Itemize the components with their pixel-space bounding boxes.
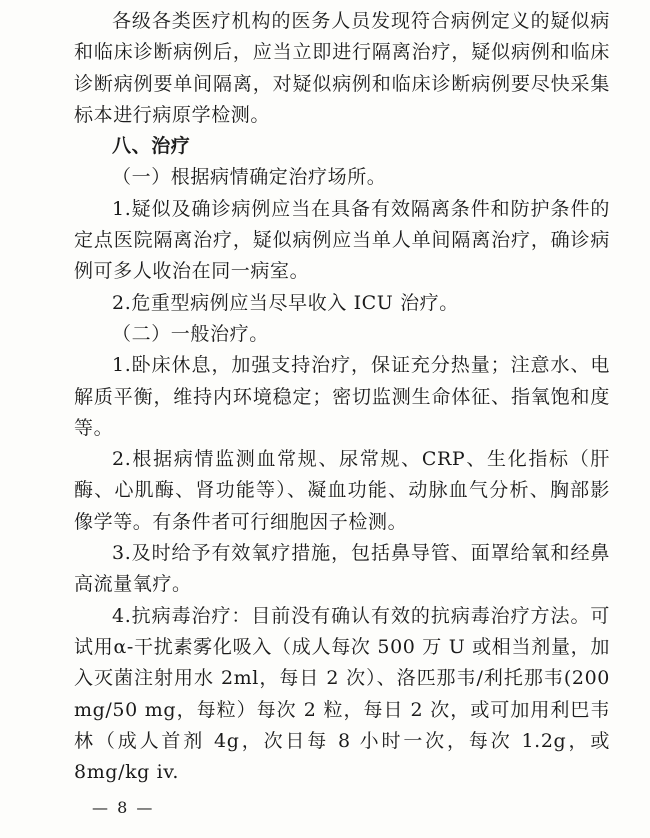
subsection-heading-treatment-location: （一）根据病情确定治疗场所。 <box>112 166 387 189</box>
list-item-bed-rest: 1.卧床休息，加强支持治疗，保证充分热量；注意水、电解质平衡，维持内环境稳定；密切监测生命体征、指氧饱和度等。 <box>74 354 610 439</box>
list-item-antiviral-treatment: 4.抗病毒治疗：目前没有确认有效的抗病毒治疗方法。可试用α-干扰素雾化吸入（成人每次 500 万 U 或相当剂量，加入灭菌注射用水 2ml，每日 2 次）、洛匹那韦/利托那韦(200 mg/50 mg，每粒）每次 2 粒，每日 2 次，或可加用利巴韦林（成人首剂 4g，次日每 8 小时一次，每次 1.2g，或 8mg/kg iv. <box>74 604 610 784</box>
section-heading-treatment: 八、治疗 <box>112 135 191 158</box>
subsection-heading-general-treatment: （二）一般治疗。 <box>112 322 269 345</box>
list-item-monitoring: 2.根据病情监测血常规、尿常规、CRP、生化指标（肝酶、心肌酶、肾功能等）、凝血功能、动脉血气分析、胸部影像学等。有条件者可行细胞因子检测。 <box>74 448 610 533</box>
list-item-oxygen-therapy: 3.及时给予有效氧疗措施，包括鼻导管、面罩给氧和经鼻高流量氧疗。 <box>74 542 610 596</box>
paragraph-isolation: 各级各类医疗机构的医务人员发现符合病例定义的疑似病和临床诊断病例后，应当立即进行隔离治疗，疑似病例和临床诊断病例要单间隔离，对疑似病例和临床诊断病例要尽快采集标本进行病原学检测。 <box>74 10 610 126</box>
list-item-icu-admission: 2.危重型病例应当尽早收入 ICU 治疗。 <box>112 291 459 314</box>
page-number: — 8 — <box>92 798 155 817</box>
list-item-designated-hospital: 1.疑似及确诊病例应当在具备有效隔离条件和防护条件的定点医院隔离治疗，疑似病例应当单人单间隔离治疗，确诊病例可多人收治在同一病室。 <box>74 197 610 283</box>
